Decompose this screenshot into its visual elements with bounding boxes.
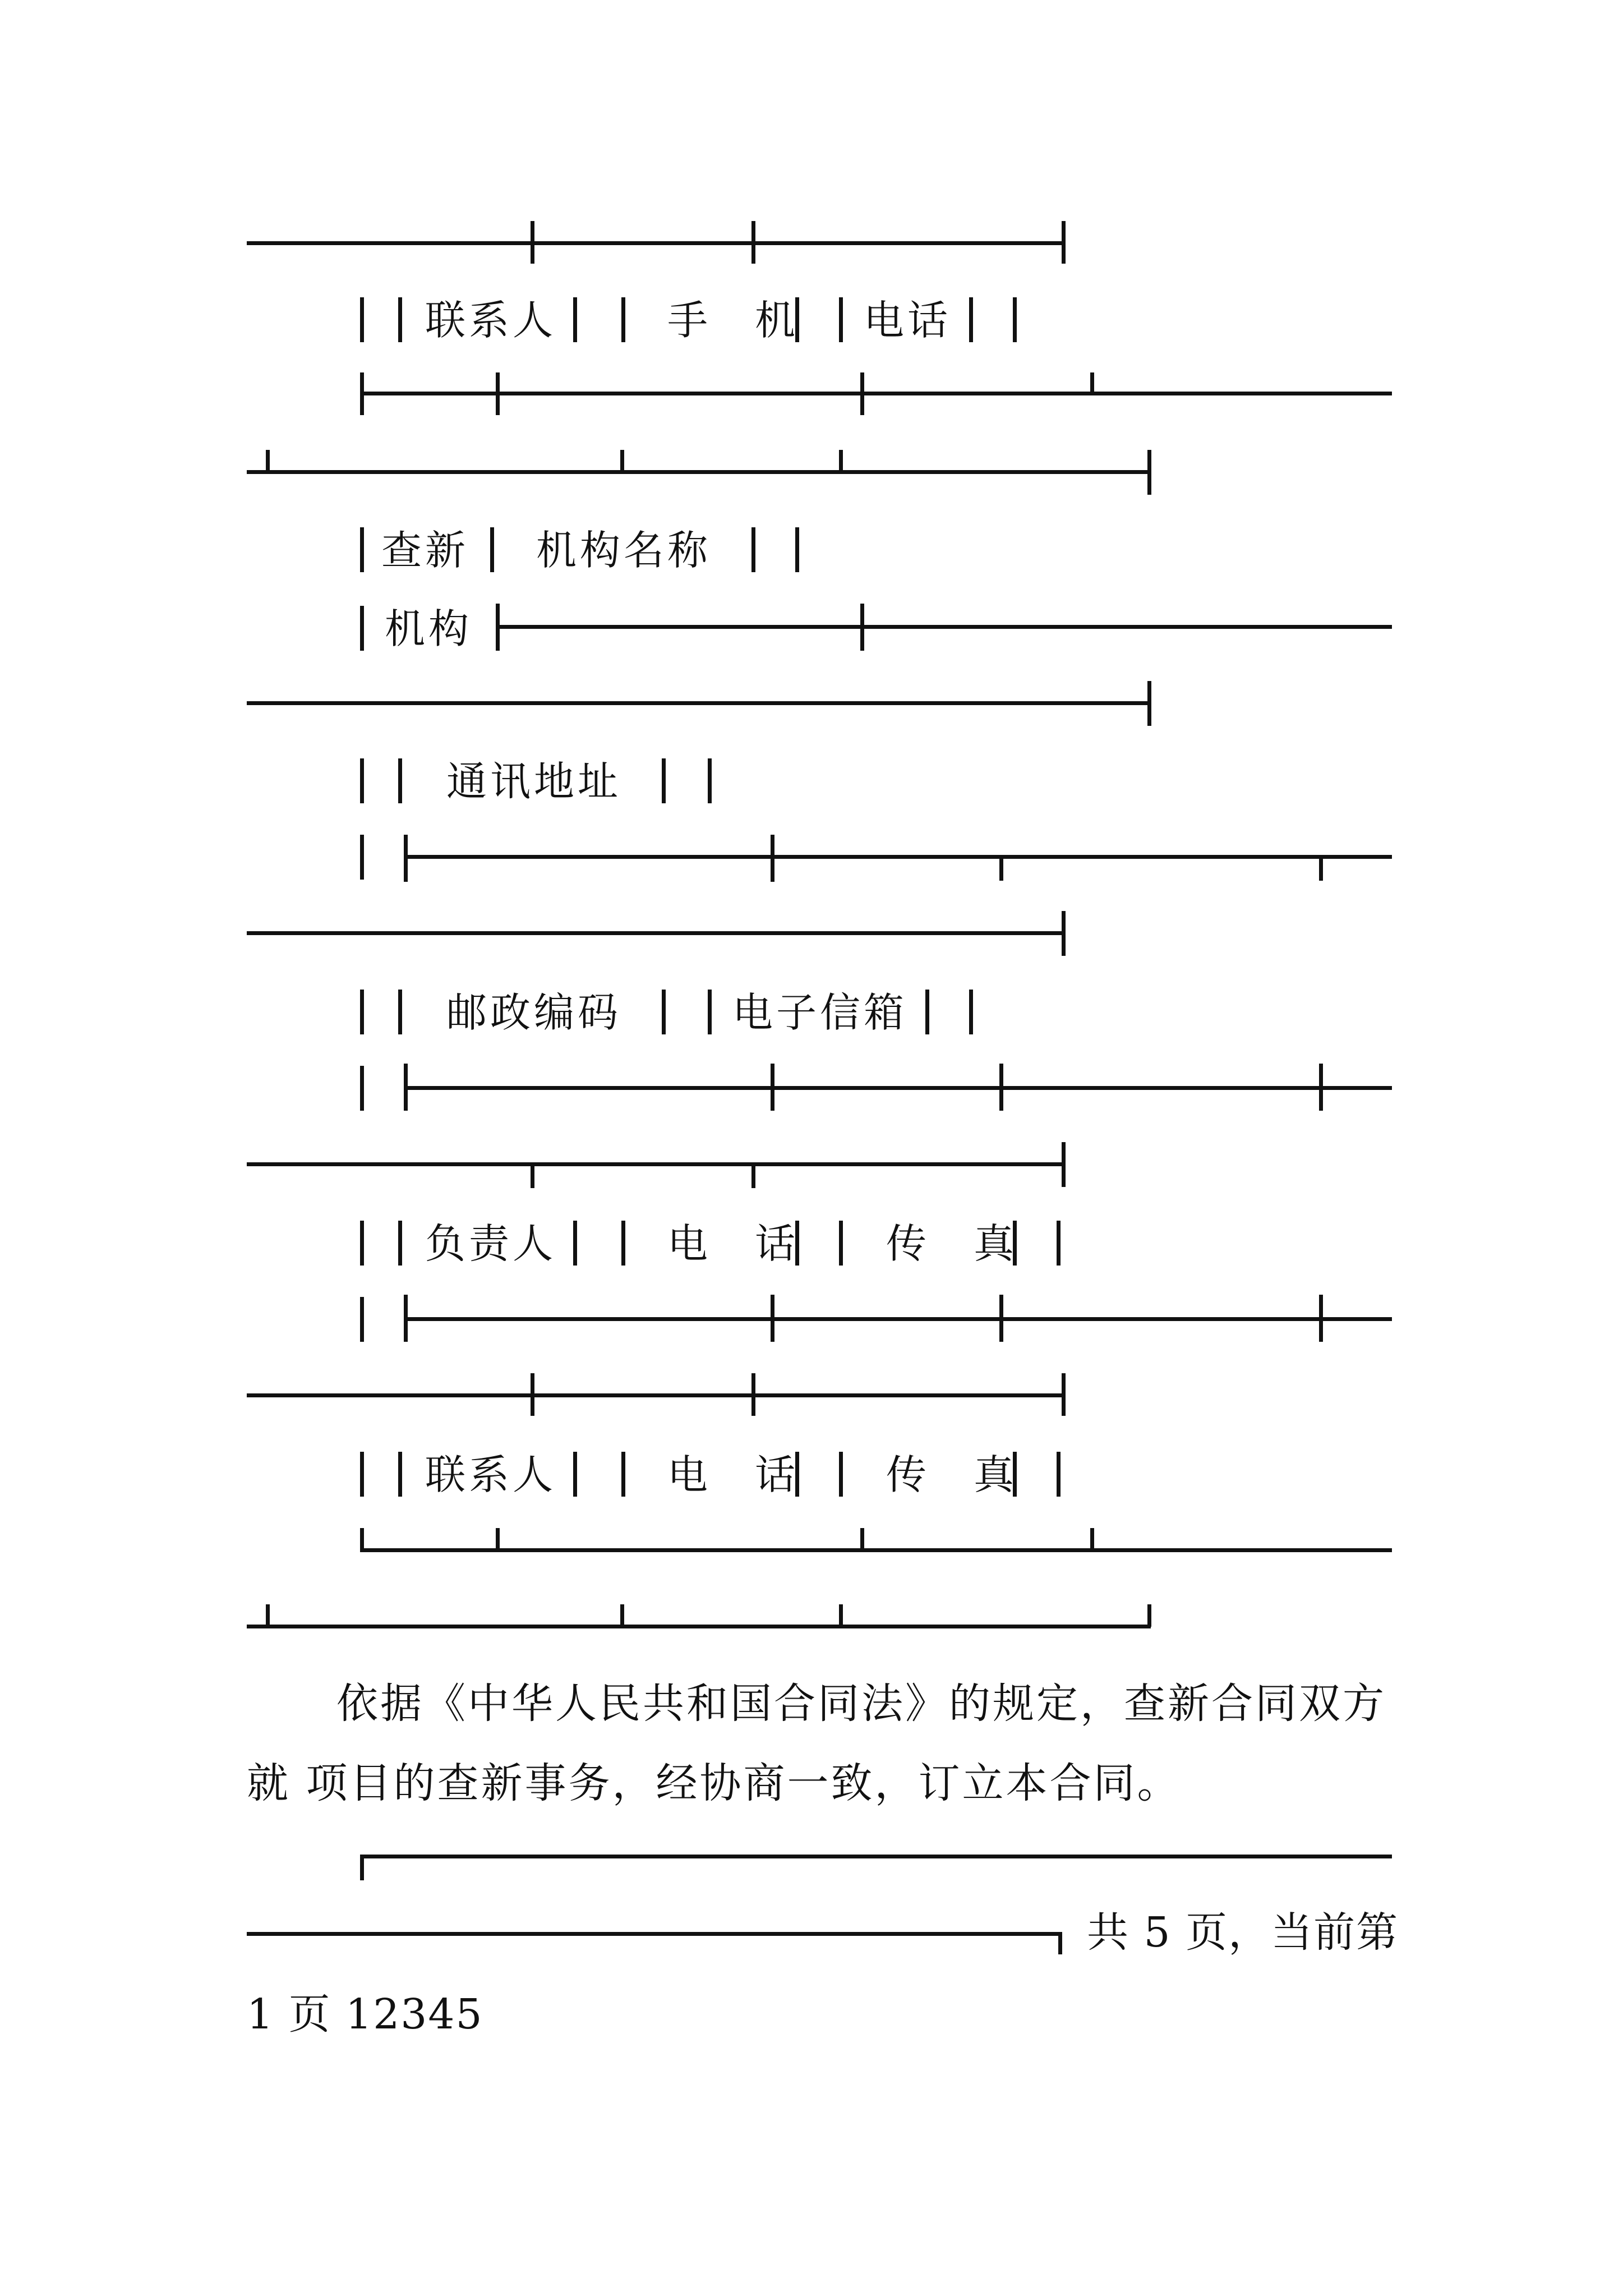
responsible-person-label: 负责人 bbox=[425, 1220, 557, 1267]
table-rule bbox=[247, 1932, 1062, 1936]
table-border bbox=[360, 1297, 364, 1342]
table-border bbox=[360, 606, 364, 651]
table-divider bbox=[751, 1373, 755, 1416]
table-divider bbox=[839, 450, 843, 472]
table-divider bbox=[860, 1528, 864, 1550]
table-divider bbox=[839, 1604, 843, 1627]
table-border bbox=[1062, 1373, 1066, 1416]
email-label: 电子信箱 bbox=[732, 989, 908, 1036]
table-divider bbox=[860, 372, 864, 415]
table-border bbox=[969, 990, 973, 1034]
table-border bbox=[1013, 1452, 1017, 1497]
table-divider bbox=[1090, 372, 1094, 394]
table-border bbox=[360, 1528, 364, 1550]
table-rule bbox=[247, 1393, 1066, 1397]
table-divider bbox=[573, 297, 577, 342]
table-rule bbox=[247, 931, 1066, 935]
table-divider bbox=[573, 1452, 577, 1497]
table-rule bbox=[360, 392, 1392, 395]
table-divider bbox=[839, 1452, 843, 1497]
phone-label-3: 电 话 bbox=[667, 1451, 799, 1498]
table-divider bbox=[795, 1221, 799, 1266]
search-org-label: 查新 bbox=[381, 527, 469, 574]
table-border bbox=[1062, 1142, 1066, 1187]
table-rule bbox=[496, 625, 1392, 629]
table-border bbox=[1057, 1221, 1061, 1266]
table-divider bbox=[1319, 1064, 1323, 1111]
table-rule bbox=[360, 1855, 1392, 1858]
table-border bbox=[360, 1452, 364, 1497]
table-border bbox=[1147, 681, 1151, 726]
page-info-line-2: 1 页 12345 bbox=[247, 1990, 483, 2039]
contact-person-label-2: 联系人 bbox=[425, 1451, 557, 1498]
table-divider bbox=[999, 1064, 1003, 1111]
table-divider bbox=[490, 527, 494, 572]
table-divider bbox=[531, 221, 534, 264]
table-border bbox=[1147, 450, 1151, 495]
table-divider bbox=[751, 527, 755, 572]
page-info-line-1: 共 5 页，当前第 bbox=[1087, 1908, 1399, 1957]
table-divider bbox=[1319, 1295, 1323, 1342]
table-divider bbox=[496, 372, 500, 415]
table-rule bbox=[404, 1317, 1392, 1321]
table-divider bbox=[751, 221, 755, 264]
table-rule bbox=[247, 470, 1151, 474]
table-divider bbox=[621, 1221, 625, 1266]
table-divider bbox=[795, 527, 799, 572]
table-border bbox=[1147, 1604, 1151, 1627]
table-border bbox=[398, 758, 402, 803]
table-divider bbox=[771, 1295, 774, 1342]
contact-person-label: 联系人 bbox=[425, 297, 557, 344]
table-divider bbox=[496, 1528, 500, 1550]
table-border bbox=[398, 990, 402, 1034]
table-divider bbox=[620, 450, 624, 472]
table-divider bbox=[621, 1452, 625, 1497]
table-divider bbox=[708, 990, 712, 1034]
fax-label: 传 真 bbox=[886, 1220, 1018, 1267]
table-divider bbox=[771, 1064, 774, 1111]
table-border bbox=[1062, 911, 1066, 956]
table-border bbox=[1058, 1932, 1062, 1954]
table-divider bbox=[771, 835, 774, 882]
table-divider bbox=[662, 758, 666, 803]
table-rule bbox=[360, 1548, 1392, 1552]
phone-label-2: 电 话 bbox=[667, 1220, 799, 1267]
table-divider bbox=[839, 297, 843, 342]
table-border bbox=[360, 835, 364, 880]
table-divider bbox=[999, 1295, 1003, 1342]
table-divider bbox=[531, 1373, 534, 1416]
table-border bbox=[969, 297, 973, 342]
table-divider bbox=[795, 297, 799, 342]
contract-paragraph-line-2: 就 项目的查新事务，经协商一致，订立本合同。 bbox=[247, 1759, 1181, 1807]
phone-label: 电话 bbox=[864, 297, 952, 344]
table-border bbox=[398, 297, 402, 342]
table-divider bbox=[795, 1452, 799, 1497]
search-org-label-2: 机构 bbox=[385, 605, 473, 652]
table-border bbox=[360, 297, 364, 342]
table-divider bbox=[621, 297, 625, 342]
table-border bbox=[1013, 297, 1017, 342]
table-divider bbox=[839, 1221, 843, 1266]
table-border bbox=[266, 450, 270, 472]
table-divider bbox=[662, 990, 666, 1034]
table-divider bbox=[1090, 1528, 1094, 1550]
org-name-label: 机构名称 bbox=[536, 527, 712, 574]
postal-code-label: 邮政编码 bbox=[446, 989, 622, 1036]
mobile-label: 手 机 bbox=[667, 297, 799, 344]
table-rule bbox=[404, 1086, 1392, 1090]
table-border bbox=[360, 758, 364, 803]
table-divider bbox=[999, 855, 1003, 881]
table-divider bbox=[1319, 855, 1323, 881]
table-divider bbox=[1062, 221, 1066, 264]
table-border bbox=[1057, 1452, 1061, 1497]
table-border bbox=[398, 1221, 402, 1266]
table-border bbox=[925, 990, 929, 1034]
table-divider bbox=[573, 1221, 577, 1266]
table-border bbox=[360, 1221, 364, 1266]
table-divider bbox=[708, 758, 712, 803]
table-border bbox=[360, 1066, 364, 1111]
table-rule bbox=[247, 701, 1151, 705]
address-label: 通讯地址 bbox=[446, 758, 622, 805]
table-rule bbox=[404, 855, 1392, 859]
contract-paragraph-line-1: 依据《中华人民共和国合同法》的规定，查新合同双方 bbox=[336, 1680, 1386, 1728]
table-rule bbox=[247, 1162, 1066, 1166]
table-border bbox=[1013, 1221, 1017, 1266]
table-divider bbox=[860, 604, 864, 651]
table-divider bbox=[751, 1162, 755, 1188]
table-border bbox=[266, 1604, 270, 1627]
table-rule bbox=[247, 1625, 1151, 1628]
table-divider bbox=[620, 1604, 624, 1627]
table-rule bbox=[247, 241, 1066, 245]
table-border bbox=[360, 527, 364, 572]
table-divider bbox=[531, 1162, 534, 1188]
table-border bbox=[360, 990, 364, 1034]
table-border bbox=[398, 1452, 402, 1497]
fax-label-2: 传 真 bbox=[886, 1451, 1018, 1498]
